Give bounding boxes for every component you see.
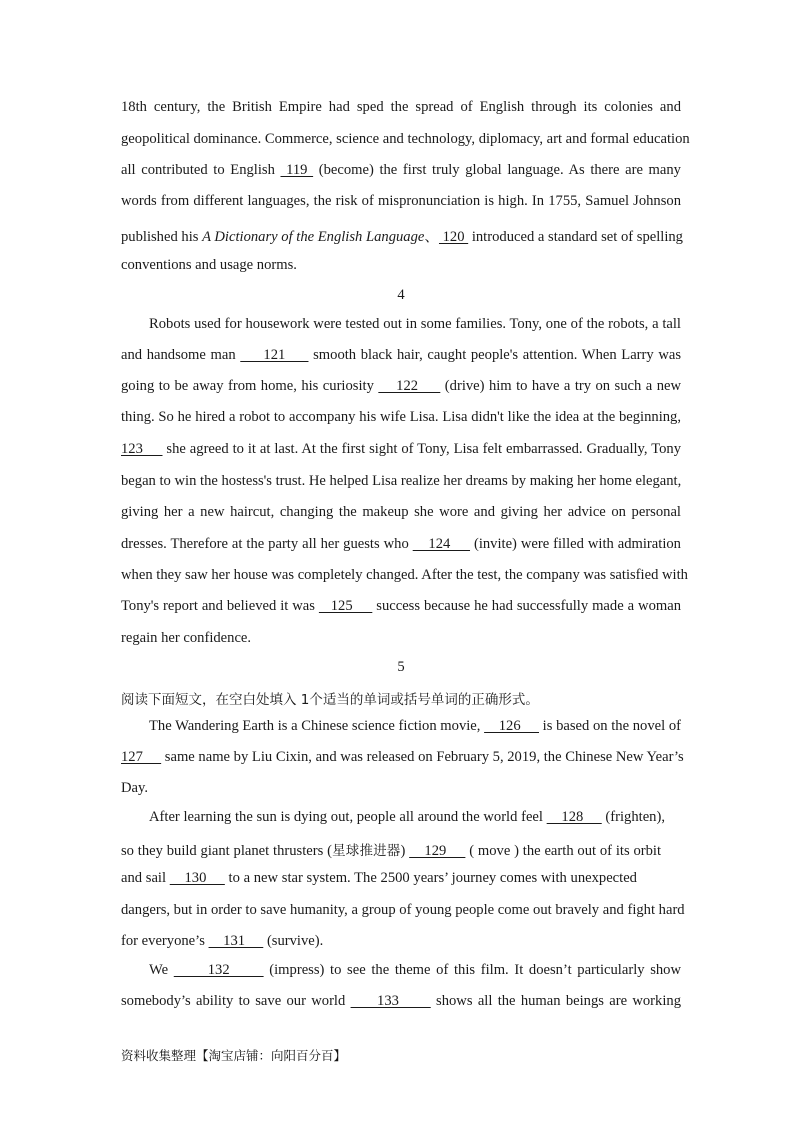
text-line: began to win the hostess's trust. He helped Lisa realize her dreams by making her home elegant, <box>121 473 682 489</box>
text-line: 127 same name by Liu Cixin, and was released on February 5, 2019, the Chinese New Year’s <box>121 749 684 765</box>
text-line: when they saw her house was completely changed. After the test, the company was satisfied with <box>121 567 688 583</box>
text-line: regain her confidence. <box>121 630 252 646</box>
page-footer: 资料收集整理【淘宝店铺：向阳百分百】 <box>121 1048 347 1063</box>
text-line: conventions and usage norms. <box>121 257 297 273</box>
text-line: all contributed to English 119 (become) the first truly global language. As there are many <box>121 162 681 178</box>
blank-129[interactable]: 129 <box>409 843 466 859</box>
text-line: for everyone’s 131 (survive). <box>121 933 324 949</box>
blank-130[interactable]: 130 <box>169 870 225 886</box>
text-line: and handsome man 121 smooth black hair, caught people's attention. When Larry was <box>121 347 682 363</box>
text-line: After learning the sun is dying out, people all around the world feel 128 (frighten), <box>149 809 665 825</box>
blank-125[interactable]: 125 <box>318 598 373 614</box>
text-line: Day. <box>121 780 149 796</box>
blank-122[interactable]: 122 <box>378 378 441 394</box>
text-line: somebody’s ability to save our world 133 shows all the human beings are working <box>121 993 681 1009</box>
text-line: 18th century, the British Empire had sped the spread of English through its colonies and <box>121 99 681 115</box>
text-line: We 132 (impress) to see the theme of this film. It doesn’t particularly show <box>149 962 682 978</box>
blank-127[interactable]: 127 <box>121 749 162 765</box>
blank-126[interactable]: 126 <box>484 718 539 734</box>
instruction-text: 阅读下面短文，在空白处填入 1个适当的单词或括号单词的正确形式。 <box>121 692 539 708</box>
text-line: geopolitical dominance. Commerce, science and technology, diplomacy, art and formal education <box>121 131 690 147</box>
text-line: Robots used for housework were tested out in some families. Tony, one of the robots, a tall <box>149 316 681 332</box>
text-line: published his A Dictionary of the English Language、 120 introduced a standard set of spelling <box>121 229 683 245</box>
blank-121[interactable]: 121 <box>240 347 309 363</box>
text-line: The Wandering Earth is a Chinese science fiction movie, 126 is based on the novel of <box>149 718 681 734</box>
book-title: A Dictionary of the English Language <box>202 229 425 245</box>
blank-133[interactable]: 133 <box>350 993 431 1009</box>
blank-132[interactable]: 132 <box>173 962 264 978</box>
section-number-5: 5 <box>397 659 405 675</box>
text-line: going to be away from home, his curiosity 122 (drive) him to have a try on such a new <box>121 378 682 394</box>
section-number-4: 4 <box>397 287 405 303</box>
text-line: thing. So he hired a robot to accompany his wife Lisa. Lisa didn't like the idea at the beginning, <box>121 409 681 425</box>
text-line: and sail 130 to a new star system. The 2500 years’ journey comes with unexpected <box>121 870 637 886</box>
blank-131[interactable]: 131 <box>208 933 264 949</box>
text-line: 123 she agreed to it at last. At the first sight of Tony, Lisa felt embarrassed. Gradually, Tony <box>121 441 681 457</box>
text-line: giving her a new haircut, changing the makeup she wore and giving her advice on personal <box>121 504 681 520</box>
blank-124[interactable]: 124 <box>412 536 471 552</box>
text-line: dangers, but in order to save humanity, a group of young people come out bravely and fight hard <box>121 902 685 918</box>
blank-128[interactable]: 128 <box>546 809 602 825</box>
text-line: words from different languages, the risk of mispronunciation is high. In 1755, Samuel Johnson <box>121 193 681 209</box>
text-line: Tony's report and believed it was 125 success because he had successfully made a woman <box>121 598 682 614</box>
text-line: dresses. Therefore at the party all her guests who 124 (invite) were filled with admiration <box>121 536 681 552</box>
blank-119[interactable]: 119 <box>280 162 314 178</box>
blank-123[interactable]: 123 <box>121 441 163 457</box>
text-line: so they build giant planet thrusters (星球推进器) 129 ( move ) the earth out of its orbit <box>121 843 662 859</box>
blank-120[interactable]: 120 <box>438 229 469 245</box>
